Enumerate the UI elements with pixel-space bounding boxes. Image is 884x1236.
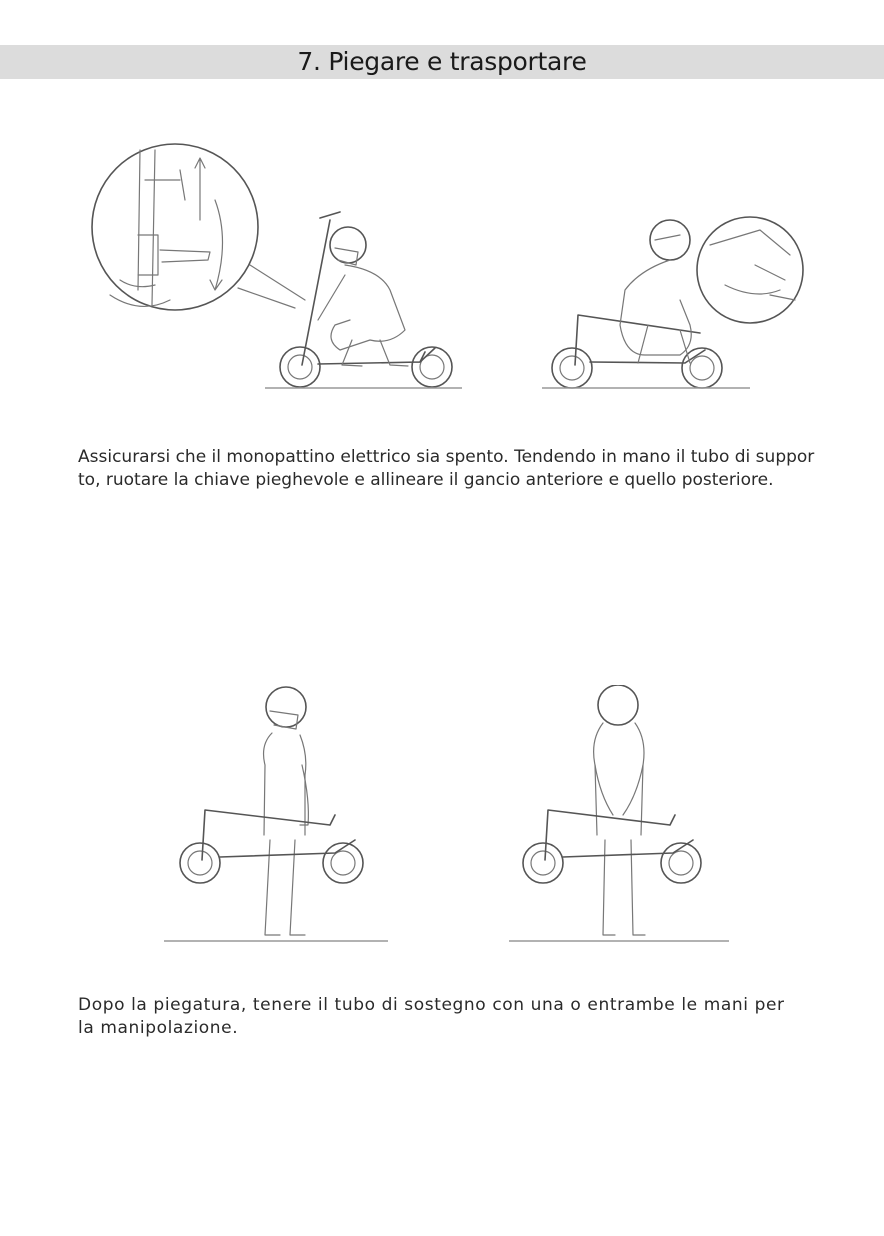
carry-two-hands-illustration bbox=[505, 685, 733, 950]
page-title: 7. Piegare e trasportare bbox=[297, 47, 587, 76]
step1-instruction bbox=[78, 446, 818, 492]
step1-line-2: to, ruotare la chiave pieghevole e allineare il gancio anteriore e quello posteriore. bbox=[78, 470, 774, 490]
step2-line-2: la manipolazione. bbox=[78, 1018, 239, 1038]
section-header bbox=[0, 45, 884, 79]
folding-action-illustration bbox=[530, 205, 820, 395]
step1-line-1: Assicurarsi che il monopattino elettrico sia spento. Tendendo in mano il tubo di suppor bbox=[78, 447, 815, 467]
step2-line-1: Dopo la piegatura, tenere il tubo di sostegno con una o entrambe le mani per bbox=[78, 995, 785, 1015]
zoom-detail-circle bbox=[92, 144, 258, 310]
step2-instruction bbox=[78, 994, 818, 1040]
carry-one-hand-illustration bbox=[160, 685, 392, 950]
folding-key-illustration bbox=[90, 140, 470, 395]
